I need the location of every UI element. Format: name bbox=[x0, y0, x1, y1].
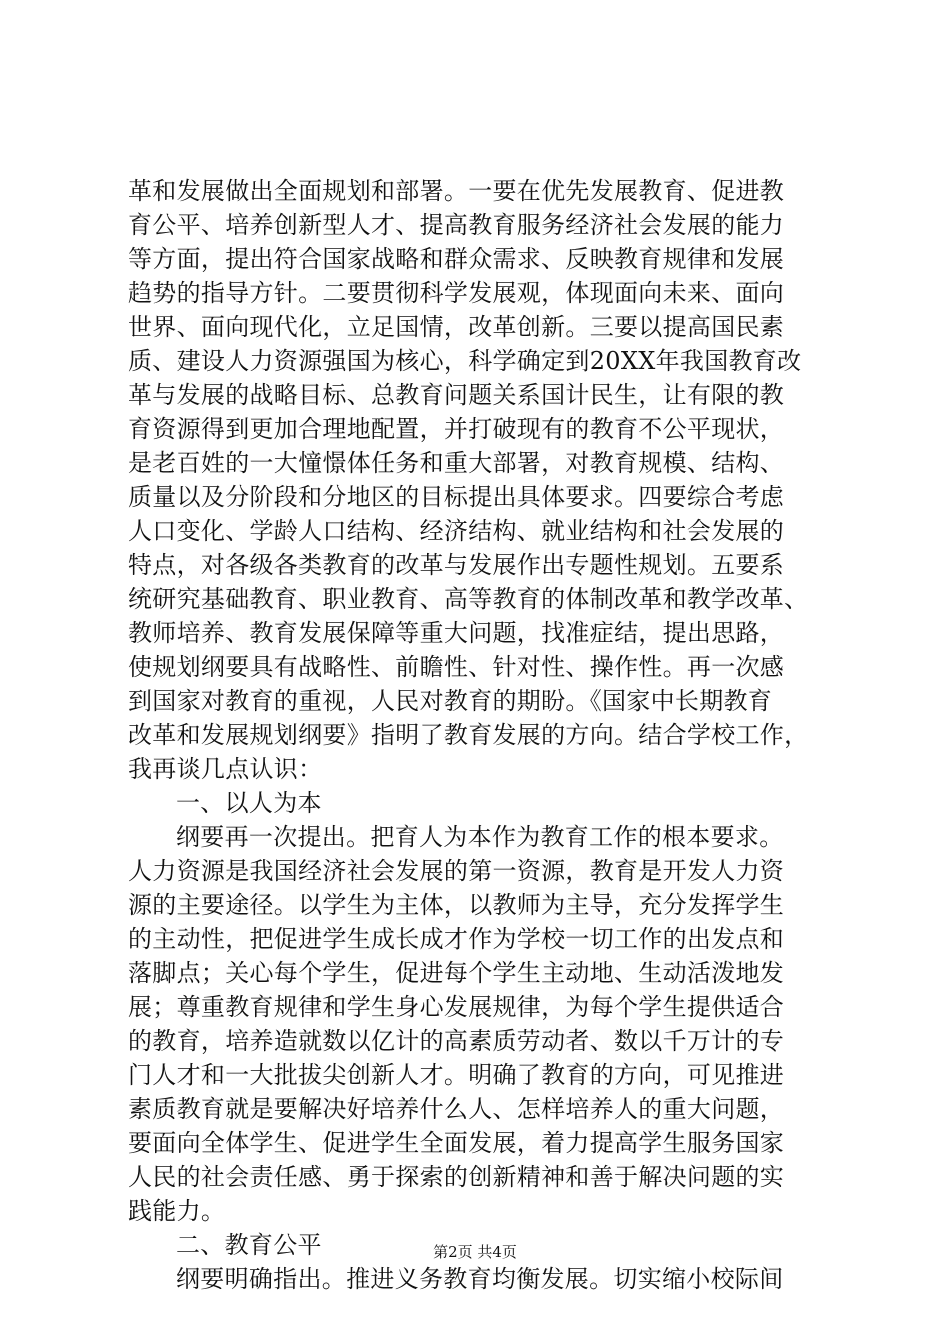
text-line: 质量以及分阶段和分地区的目标提出具体要求。四要综合考虑 bbox=[128, 483, 785, 511]
document-body bbox=[128, 174, 848, 1296]
page-footer: 第2页 共4页 bbox=[433, 1243, 517, 1261]
section-heading: 一、以人为本 bbox=[176, 789, 322, 817]
text-line: 革和发展做出全面规划和部署。一要在优先发展教育、促进教 bbox=[128, 177, 785, 205]
text-line: 我再谈几点认识： bbox=[128, 755, 323, 783]
text-line: 等方面，提出符合国家战略和群众需求、反映教育规律和发展 bbox=[128, 245, 785, 273]
text-line: 世界、面向现代化，立足国情，改革创新。三要以提高国民素 bbox=[128, 313, 785, 341]
text-line: 到国家对教育的重视，人民对教育的期盼。《国家中长期教育 bbox=[128, 687, 773, 715]
text-line: 要面向全体学生、促进学生全面发展，着力提高学生服务国家 bbox=[128, 1129, 785, 1157]
text-line: 落脚点；关心每个学生，促进每个学生主动地、生动活泼地发 bbox=[128, 959, 785, 987]
text-line: 展；尊重教育规律和学生身心发展规律，为每个学生提供适合 bbox=[128, 993, 785, 1021]
text-line: 人民的社会责任感、勇于探索的创新精神和善于解决问题的实 bbox=[128, 1163, 785, 1191]
text-line: 素质教育就是要解决好培养什么人、怎样培养人的重大问题， bbox=[128, 1095, 785, 1123]
text-line: 育资源得到更加合理地配置，并打破现有的教育不公平现状， bbox=[128, 415, 785, 443]
text-line: 践能力。 bbox=[128, 1197, 226, 1225]
text-line: 门人才和一大批拔尖创新人才。明确了教育的方向，可见推进 bbox=[128, 1061, 785, 1089]
text-line: 的教育，培养造就数以亿计的高素质劳动者、数以千万计的专 bbox=[128, 1027, 785, 1055]
text-line: 质、建设人力资源强国为核心，科学确定到20XX年我国教育改 bbox=[128, 347, 802, 375]
text-line: 是老百姓的一大憧憬体任务和重大部署，对教育规模、结构、 bbox=[128, 449, 785, 477]
text-line: 源的主要途径。以学生为主体，以教师为主导，充分发挥学生 bbox=[128, 891, 785, 919]
text-line: 趋势的指导方针。二要贯彻科学发展观，体现面向未来、面向 bbox=[128, 279, 785, 307]
text-line: 革与发展的战略目标、总教育问题关系国计民生，让有限的教 bbox=[128, 381, 785, 409]
text-line: 人力资源是我国经济社会发展的第一资源，教育是开发人力资 bbox=[128, 857, 785, 885]
text-line: 特点，对各级各类教育的改革与发展作出专题性规划。五要系 bbox=[128, 551, 785, 579]
text-line: 的主动性，把促进学生成长成才作为学校一切工作的出发点和 bbox=[128, 925, 785, 953]
text-line: 改革和发展规划纲要》指明了教育发展的方向。结合学校工作， bbox=[128, 721, 809, 749]
text-line: 纲要明确指出。推进义务教育均衡发展。切实缩小校际间 bbox=[176, 1265, 784, 1293]
text-line: 纲要再一次提出。把育人为本作为教育工作的根本要求。 bbox=[176, 823, 784, 851]
text-line: 人口变化、学龄人口结构、经济结构、就业结构和社会发展的 bbox=[128, 517, 785, 545]
section-heading: 二、教育公平 bbox=[176, 1231, 322, 1259]
text-line: 育公平、培养创新型人才、提高教育服务经济社会发展的能力 bbox=[128, 211, 785, 239]
text-line: 统研究基础教育、职业教育、高等教育的体制改革和教学改革、 bbox=[128, 585, 809, 613]
text-line: 使规划纲要具有战略性、前瞻性、针对性、操作性。再一次感 bbox=[128, 653, 785, 681]
text-line: 教师培养、教育发展保障等重大问题，找准症结，提出思路， bbox=[128, 619, 785, 647]
